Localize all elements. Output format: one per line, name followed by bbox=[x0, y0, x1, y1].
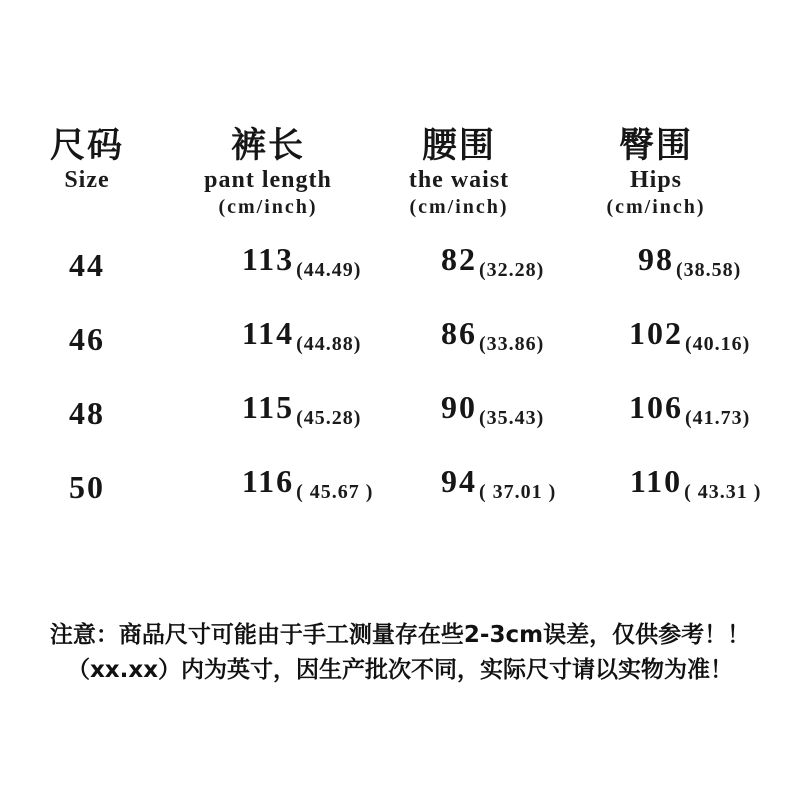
hips-cell: 102 (40.16) bbox=[629, 315, 751, 355]
waist-cm-value: 86 bbox=[441, 315, 477, 351]
size-cell bbox=[2, 450, 172, 524]
pant-length-cell: 114 (44.88) bbox=[241, 315, 362, 355]
column-header-pant-length bbox=[172, 126, 364, 228]
column-header-waist-unit: (cm/inch) bbox=[409, 196, 509, 218]
size-value: 50 bbox=[69, 468, 105, 505]
waist-cm-value: 94 bbox=[441, 463, 477, 499]
column-header-waist-cn: 腰围 bbox=[421, 126, 496, 166]
pant-length-cell: 115 (45.28) bbox=[241, 389, 362, 429]
pant-length-cm-value: 116 bbox=[241, 463, 295, 499]
pant-length-cell: 113 (44.49) bbox=[241, 241, 362, 281]
pant-length-cell: 116 ( 45.67 ) bbox=[241, 463, 374, 503]
size-value: 44 bbox=[69, 246, 105, 283]
hips-cell: 110 ( 43.31 ) bbox=[629, 463, 762, 503]
column-header-waist bbox=[364, 126, 554, 228]
disclaimer-line-1: 注意：商品尺寸可能由于手工测量存在些2-3cm误差，仅供参考！！ bbox=[49, 622, 751, 648]
column-header-pant-length-en: pant length bbox=[204, 167, 332, 193]
waist-cell: 82 (32.28) bbox=[441, 241, 545, 281]
hips-cell: 98 (38.58) bbox=[638, 241, 742, 281]
column-header-waist-en: the waist bbox=[408, 167, 510, 193]
size-cell bbox=[2, 376, 172, 450]
waist-cell: 94 ( 37.01 ) bbox=[441, 463, 557, 503]
waist-cm-value: 82 bbox=[441, 241, 477, 277]
column-header-hips-en: Hips bbox=[629, 167, 683, 193]
size-cell bbox=[2, 228, 172, 302]
column-header-hips bbox=[554, 126, 758, 228]
waist-cm-value: 90 bbox=[441, 389, 477, 425]
hips-cm-value: 102 bbox=[629, 315, 683, 351]
hips-cell: 106 (41.73) bbox=[629, 389, 751, 429]
waist-cell: 90 (35.43) bbox=[441, 389, 545, 429]
column-header-size-cn: 尺码 bbox=[49, 126, 124, 166]
size-value: 46 bbox=[69, 320, 105, 357]
disclaimer-line-2: （xx.xx）内为英寸，因生产批次不同，实际尺寸请以实物为准！ bbox=[66, 657, 734, 683]
hips-cm-value: 110 bbox=[629, 463, 683, 499]
column-header-size bbox=[2, 126, 172, 228]
size-value: 48 bbox=[69, 394, 105, 431]
hips-cm-value: 106 bbox=[629, 389, 683, 425]
disclaimer-note bbox=[0, 618, 800, 688]
column-header-pant-length-cn: 裤长 bbox=[230, 126, 305, 166]
hips-cm-value: 98 bbox=[638, 241, 674, 277]
column-header-size-en: Size bbox=[64, 167, 110, 193]
pant-length-cm-value: 113 bbox=[241, 241, 295, 277]
pant-length-cm-value: 115 bbox=[241, 389, 295, 425]
column-header-pant-length-unit: (cm/inch) bbox=[218, 196, 318, 218]
column-header-hips-unit: (cm/inch) bbox=[606, 196, 706, 218]
size-table bbox=[2, 126, 800, 524]
size-cell bbox=[2, 302, 172, 376]
column-header-hips-cn: 臀围 bbox=[618, 126, 693, 166]
pant-length-cm-value: 114 bbox=[241, 315, 295, 351]
waist-cell: 86 (33.86) bbox=[441, 315, 545, 355]
